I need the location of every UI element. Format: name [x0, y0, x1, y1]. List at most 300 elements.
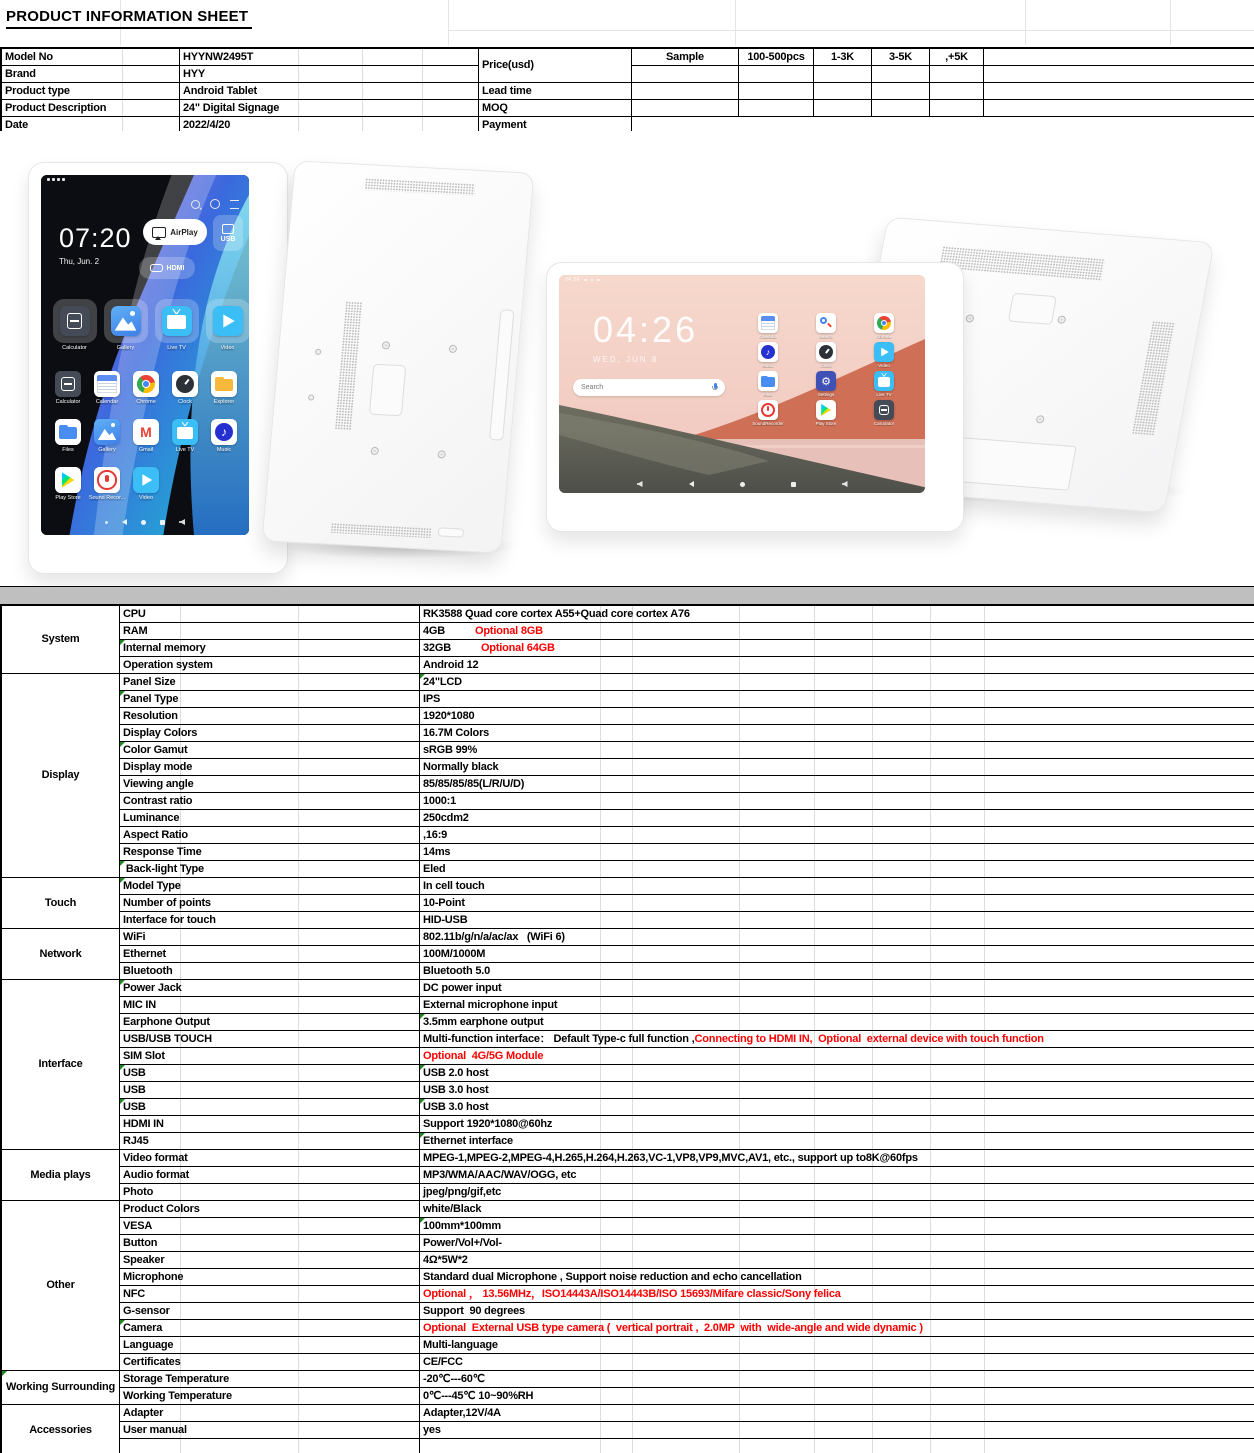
sheet-gridline	[448, 30, 1254, 31]
spec-value-sim-slot	[420, 1048, 1254, 1065]
spec-label-wifi: WiFi	[120, 929, 420, 946]
music-app	[209, 419, 239, 453]
spec-label-button: Button	[120, 1235, 420, 1252]
play-app	[53, 467, 83, 501]
spec-value-vesa	[420, 1218, 1254, 1235]
home-icon	[740, 482, 745, 487]
icon-backplate	[206, 299, 250, 343]
music-icon	[758, 342, 778, 362]
spec-value-text: jpeg/png/gif,etc	[423, 1185, 502, 1198]
app-label: Sound Recor...	[88, 495, 126, 501]
spec-section-system: System	[2, 606, 120, 674]
spec-row	[2, 1405, 1254, 1422]
app-label: Calendar	[758, 334, 778, 339]
icon-backplate	[155, 299, 199, 343]
spec-value-mic-in	[420, 997, 1254, 1014]
spec-value-usb	[420, 1099, 1254, 1116]
spec-value-back-light-type	[420, 861, 1254, 878]
spec-label-storage-temperature: Storage Temperature	[120, 1371, 420, 1388]
spec-value-response-time	[420, 844, 1254, 861]
spec-row	[2, 1133, 1254, 1150]
product-description-value: 24" Digital Signage	[180, 100, 479, 117]
calculator-app	[51, 299, 98, 351]
statusbar-time: 04:26	[565, 277, 581, 283]
spec-label-ethernet: Ethernet	[120, 946, 420, 963]
video-app	[204, 299, 249, 351]
spec-label-power-jack: Power Jack	[120, 980, 420, 997]
tablet1-icon-row	[53, 467, 161, 501]
spec-value-earphone-output	[420, 1014, 1254, 1031]
tablet-back-portrait	[262, 160, 535, 553]
spec-value-text: 14ms	[423, 845, 451, 858]
spec-value-audio-format	[420, 1167, 1254, 1184]
spec-label-working-temperature: Working Temperature	[120, 1388, 420, 1405]
tablet1-big-icons	[51, 299, 249, 351]
empty-cell	[984, 83, 1254, 100]
spec-label-product-colors: Product Colors	[120, 1201, 420, 1218]
spec-label-internal-memory: Internal memory	[120, 640, 420, 657]
spec-value-usb	[420, 1065, 1254, 1082]
spec-row	[2, 946, 1254, 963]
spec-value-text: HID-USB	[423, 913, 468, 926]
spec-value-text: 250cdm2	[423, 811, 469, 824]
play-app	[797, 400, 855, 429]
info-table-wrap	[0, 47, 1254, 134]
vesa-screw	[382, 341, 391, 349]
search-placeholder: Search	[581, 384, 604, 391]
rec-icon	[758, 400, 778, 420]
icon-backplate	[104, 299, 148, 343]
spec-value-photo	[420, 1184, 1254, 1201]
spec-value-red-text: Optional 4G/5G Module	[423, 1049, 544, 1062]
spec-value-working-temperature	[420, 1388, 1254, 1405]
spec-row	[2, 1252, 1254, 1269]
spec-row	[2, 861, 1254, 878]
spec-row	[2, 1286, 1254, 1303]
spec-label-luminance: Luminance	[120, 810, 420, 827]
spec-label-display-colors: Display Colors	[120, 725, 420, 742]
app-label: SoundRecorder	[752, 421, 784, 426]
gallery-icon	[94, 419, 120, 445]
moq-label: MOQ	[479, 100, 632, 117]
spec-label-g-sensor: G-sensor	[120, 1303, 420, 1320]
side-slot	[489, 309, 514, 440]
calendar-icon	[758, 313, 778, 333]
brand-value: HYY	[180, 66, 479, 83]
spec-value-text: Eled	[423, 862, 446, 875]
spec-label-vesa: VESA	[120, 1218, 420, 1235]
spec-label-operation-system: Operation system	[120, 657, 420, 674]
spec-value-text: 100mm*100mm	[423, 1219, 501, 1232]
volume-down-icon	[637, 481, 643, 487]
spec-row	[2, 997, 1254, 1014]
lead-time-cell	[930, 83, 984, 100]
spec-value-display-colors	[420, 725, 1254, 742]
spec-row	[2, 1320, 1254, 1337]
spec-row	[2, 1218, 1254, 1235]
spec-value-panel-type	[420, 691, 1254, 708]
video-app	[855, 342, 913, 371]
tablet1-statusbar	[47, 178, 65, 181]
app-label: Live TV	[167, 345, 186, 351]
app-label: Gallery	[116, 345, 135, 351]
spec-row	[2, 674, 1254, 691]
spec-row	[2, 1031, 1254, 1048]
price-label: Price(usd)	[479, 49, 632, 83]
moq-cell	[814, 100, 872, 117]
vesa-screw	[370, 447, 379, 455]
spec-value-text: MP3/WMA/AAC/WAV/OGG, etc	[423, 1168, 577, 1181]
spec-value-microphone	[420, 1269, 1254, 1286]
spec-value-color-gamut	[420, 742, 1254, 759]
spec-label-usb: USB	[120, 1082, 420, 1099]
spec-row	[2, 691, 1254, 708]
files-app	[739, 371, 797, 400]
clock-time: 07:20	[59, 223, 132, 253]
app-label: Play Store	[815, 421, 837, 426]
back-icon	[122, 519, 127, 525]
spec-section-interface: Interface	[2, 980, 120, 1150]
hdmi-icon	[150, 264, 163, 272]
vesa-screw	[1035, 415, 1044, 424]
section-divider-band	[0, 586, 1254, 605]
spec-row	[2, 844, 1254, 861]
product-type-label: Product type	[2, 83, 180, 100]
spec-row	[2, 1337, 1254, 1354]
usb-label: USB	[220, 235, 236, 243]
usb-icon	[222, 224, 234, 234]
spec-label-adapter: Adapter	[120, 1405, 420, 1422]
spec-value-text: 4Ω*5W*2	[423, 1253, 468, 1266]
clock-date: WED, JUN 8	[593, 355, 659, 364]
moq-cell	[930, 100, 984, 117]
spec-value-user-manual	[420, 1422, 1254, 1439]
spec-value-text: ,16:9	[423, 828, 448, 841]
spec-value-display-mode	[420, 759, 1254, 776]
spec-row	[2, 657, 1254, 674]
spec-row	[2, 1099, 1254, 1116]
clock-icon	[172, 371, 198, 397]
calendar-app	[92, 371, 122, 405]
spec-label-mic-in: MIC IN	[120, 997, 420, 1014]
spec-label-display-mode: Display mode	[120, 759, 420, 776]
date-value: 2022/4/20	[180, 117, 479, 134]
spec-value-text: white/Black	[423, 1202, 482, 1215]
spec-label-usb-usb-touch: USB/USB TOUCH	[120, 1031, 420, 1048]
lead-time-label: Lead time	[479, 83, 632, 100]
side-vent-grille	[1132, 320, 1176, 435]
spec-label-usb: USB	[120, 1099, 420, 1116]
spec-value-red-text: Optional External USB type camera ( vertical portrait , 2.0MP with wide-angle and wide dynamic )	[423, 1321, 923, 1334]
spec-row	[2, 827, 1254, 844]
spec-value-text: 1920*1080	[423, 709, 475, 722]
spec-value-cpu	[420, 606, 1254, 623]
search-icon	[816, 313, 836, 333]
livetv-app	[855, 371, 913, 400]
spec-value-power-jack	[420, 980, 1254, 997]
spec-value-panel-size	[420, 674, 1254, 691]
spec-value-red-text: Connecting to HDMI IN, Optional external device with touch function	[694, 1032, 1044, 1045]
spec-value-text: 1000:1	[423, 794, 457, 807]
app-label: Video	[220, 345, 235, 351]
vesa-screw	[437, 450, 446, 458]
spec-value-text: Bluetooth 5.0	[423, 964, 491, 977]
recents-icon	[791, 482, 796, 487]
spec-value-text: Standard dual Microphone , Support noise reduction and echo cancellation	[423, 1270, 802, 1283]
rec-app	[739, 400, 797, 429]
spec-value-text: External microphone input	[423, 998, 558, 1011]
spec-value-red-text: Optional 64GB	[480, 641, 555, 654]
spec-value-text: RK3588 Quad core cortex A55+Quad core cortex A76	[423, 607, 690, 620]
spec-label-model-type: Model Type	[120, 878, 420, 895]
spec-row	[2, 1150, 1254, 1167]
app-label: Calculator	[873, 421, 895, 426]
price-sample-cell	[632, 66, 739, 83]
spec-label-camera: Camera	[120, 1320, 420, 1337]
spec-value-product-colors	[420, 1201, 1254, 1218]
spec-value-text: Ethernet interface	[423, 1134, 513, 1147]
livetv-icon	[162, 306, 192, 336]
spec-label-ram: RAM	[120, 623, 420, 640]
spec-value-speaker	[420, 1252, 1254, 1269]
spec-label-bluetooth: Bluetooth	[120, 963, 420, 980]
airplay-label: AirPlay	[170, 227, 198, 237]
spec-label-aspect-ratio: Aspect Ratio	[120, 827, 420, 844]
spec-label-certificates: Certificates	[120, 1354, 420, 1371]
spec-label-cell	[120, 1439, 420, 1453]
recents-icon	[160, 520, 165, 525]
back-icon	[689, 481, 694, 487]
model-no-label: Model No	[2, 49, 180, 66]
spec-value-ram	[420, 623, 1254, 640]
spec-value-operation-system	[420, 657, 1254, 674]
spec-value-rj45	[420, 1133, 1254, 1150]
moq-cell	[739, 100, 814, 117]
calculator-icon	[55, 371, 81, 397]
spec-value-usb	[420, 1082, 1254, 1099]
tablet1-icon-row	[53, 371, 239, 405]
spec-value-luminance	[420, 810, 1254, 827]
mic-icon	[712, 383, 718, 392]
spec-value-text: 802.11b/g/n/a/ac/ax (WiFi 6)	[423, 930, 565, 943]
menu-icon	[230, 200, 239, 209]
product-type-value: Android Tablet	[180, 83, 479, 100]
spec-label-sim-slot: SIM Slot	[120, 1048, 420, 1065]
tier-sample: Sample	[632, 49, 739, 66]
home-icon	[141, 520, 146, 525]
spec-row	[2, 1201, 1254, 1218]
spec-value-text: CE/FCC	[423, 1355, 463, 1368]
tablet3-navbar	[559, 481, 925, 487]
spec-value-contrast-ratio	[420, 793, 1254, 810]
app-label: Clock	[820, 363, 832, 368]
spec-label-speaker: Speaker	[120, 1252, 420, 1269]
spec-label-video-format: Video format	[120, 1150, 420, 1167]
files-app	[53, 419, 83, 453]
spec-value-nfc	[420, 1286, 1254, 1303]
spec-label-photo: Photo	[120, 1184, 420, 1201]
spec-label-response-time: Response Time	[120, 844, 420, 861]
hdmi-pill	[139, 257, 195, 279]
spec-row	[2, 895, 1254, 912]
play-icon	[816, 400, 836, 420]
dot-icon	[591, 279, 594, 282]
usb-tile	[213, 215, 243, 251]
spec-row	[2, 1388, 1254, 1405]
access-door	[369, 363, 406, 416]
lead-time-cell	[632, 83, 739, 100]
spec-value-g-sensor	[420, 1303, 1254, 1320]
spec-label-earphone-output: Earphone Output	[120, 1014, 420, 1031]
spec-value-storage-temperature	[420, 1371, 1254, 1388]
spec-value-camera	[420, 1320, 1254, 1337]
empty-cell	[984, 49, 1254, 66]
spec-row	[2, 963, 1254, 980]
spec-value-aspect-ratio	[420, 827, 1254, 844]
spec-row	[2, 1269, 1254, 1286]
app-label: Search	[818, 334, 834, 339]
spec-value-text: USB 3.0 host	[423, 1083, 489, 1096]
spec-row	[2, 1048, 1254, 1065]
model-no-value: HYYNW2495T	[180, 49, 479, 66]
spec-value-resolution	[420, 708, 1254, 725]
video-icon	[213, 306, 243, 336]
tier-100-500: 100-500pcs	[739, 49, 814, 66]
music-icon	[211, 419, 237, 445]
vesa-screw	[449, 344, 458, 352]
access-door	[1008, 293, 1058, 325]
video-icon	[133, 467, 159, 493]
calendar-app	[739, 313, 797, 342]
icon-backplate	[53, 299, 97, 343]
spec-value-text: USB 2.0 host	[423, 1066, 489, 1079]
spec-value-text: USB 3.0 host	[423, 1100, 489, 1113]
tablet1-clock-widget	[59, 223, 132, 266]
spec-row	[2, 929, 1254, 946]
spec-label-user-manual: User manual	[120, 1422, 420, 1439]
spec-value-adapter	[420, 1405, 1254, 1422]
spec-value-model-type	[420, 878, 1254, 895]
dot-icon	[597, 279, 600, 282]
app-label: Video	[878, 363, 890, 368]
spec-value-text: sRGB 99%	[423, 743, 478, 756]
spec-row	[2, 759, 1254, 776]
spec-value-usb-usb-touch	[420, 1031, 1254, 1048]
spec-row	[2, 1235, 1254, 1252]
lead-time-cell	[814, 83, 872, 100]
spec-value-text: Android 12	[423, 658, 479, 671]
spec-label-language: Language	[120, 1337, 420, 1354]
spec-row	[2, 1065, 1254, 1082]
dot-icon	[105, 521, 108, 524]
search-icon	[191, 200, 200, 209]
spec-section-touch: Touch	[2, 878, 120, 929]
app-label: Play Store	[55, 495, 81, 501]
spec-section-working-surrounding: Working Surrounding	[2, 1371, 120, 1405]
spec-table	[0, 604, 1254, 1453]
hdmi-label: HDMI	[166, 264, 185, 272]
price-5k-cell	[930, 66, 984, 83]
gear-icon	[210, 199, 220, 209]
spec-value-button	[420, 1235, 1254, 1252]
spec-row	[2, 793, 1254, 810]
spec-section-media-plays: Media plays	[2, 1150, 120, 1201]
spec-value-hdmi-in	[420, 1116, 1254, 1133]
calculator-app	[53, 371, 83, 405]
explorer-icon	[211, 371, 237, 397]
spec-value-red-text: Optional 8GB	[475, 624, 543, 637]
small-screw	[308, 394, 315, 400]
spec-value-interface-for-touch	[420, 912, 1254, 929]
spec-row	[2, 912, 1254, 929]
video-icon	[874, 342, 894, 362]
app-label: Live TV	[876, 392, 892, 397]
search-bar	[573, 379, 725, 396]
lead-time-cell	[872, 83, 930, 100]
spec-label-color-gamut: Color Gamut	[120, 742, 420, 759]
spec-value-viewing-angle	[420, 776, 1254, 793]
spec-value-language	[420, 1337, 1254, 1354]
gmail-app	[131, 419, 161, 453]
vesa-screw	[1057, 316, 1066, 325]
spec-value-text: Support 1920*1080@60hz	[423, 1117, 553, 1130]
spec-label-panel-size: Panel Size	[120, 674, 420, 691]
clock-date: Thu, Jun. 2	[59, 257, 100, 266]
volume-icon	[179, 519, 185, 525]
explorer-app	[209, 371, 239, 405]
spec-row	[2, 640, 1254, 657]
dot-icon	[584, 279, 587, 282]
spec-section-display: Display	[2, 674, 120, 878]
spec-label-audio-format: Audio format	[120, 1167, 420, 1184]
files-icon	[55, 419, 81, 445]
app-label: Calculator	[55, 399, 81, 405]
spec-row	[2, 606, 1254, 623]
spec-row	[2, 708, 1254, 725]
sheet-gridline	[448, 0, 449, 45]
spec-row	[2, 776, 1254, 793]
airplay-pill	[143, 219, 207, 245]
music-app	[739, 342, 797, 371]
tablet1-icon-row	[53, 419, 239, 453]
chrome-app	[855, 313, 913, 342]
app-label: Music	[762, 363, 774, 368]
files-icon	[758, 371, 778, 391]
lead-time-cell	[739, 83, 814, 100]
spec-row	[2, 623, 1254, 640]
app-label: Gallery	[98, 447, 116, 453]
spec-value-internal-memory	[420, 640, 1254, 657]
spec-value-text: Support 90 degrees	[423, 1304, 525, 1317]
spec-value-video-format	[420, 1150, 1254, 1167]
spec-value-text: 100M/1000M	[423, 947, 486, 960]
moq-cell	[632, 100, 739, 117]
tablet1-topbar	[191, 199, 239, 209]
tier-5k: ,+5K	[930, 49, 984, 66]
spec-value-text: IPS	[423, 692, 441, 705]
app-label: Gmail	[138, 447, 154, 453]
tablet3-clock-widget	[593, 309, 698, 364]
app-label: Calendar	[95, 399, 119, 405]
tablet3-screen	[559, 275, 925, 493]
volume-up-icon	[842, 481, 848, 487]
spec-row	[2, 810, 1254, 827]
app-label: Files	[62, 447, 74, 453]
app-label: Clock	[178, 399, 192, 405]
tablet1-screen	[41, 175, 249, 535]
spec-label-viewing-angle: Viewing angle	[120, 776, 420, 793]
app-label: Live TV	[175, 447, 195, 453]
